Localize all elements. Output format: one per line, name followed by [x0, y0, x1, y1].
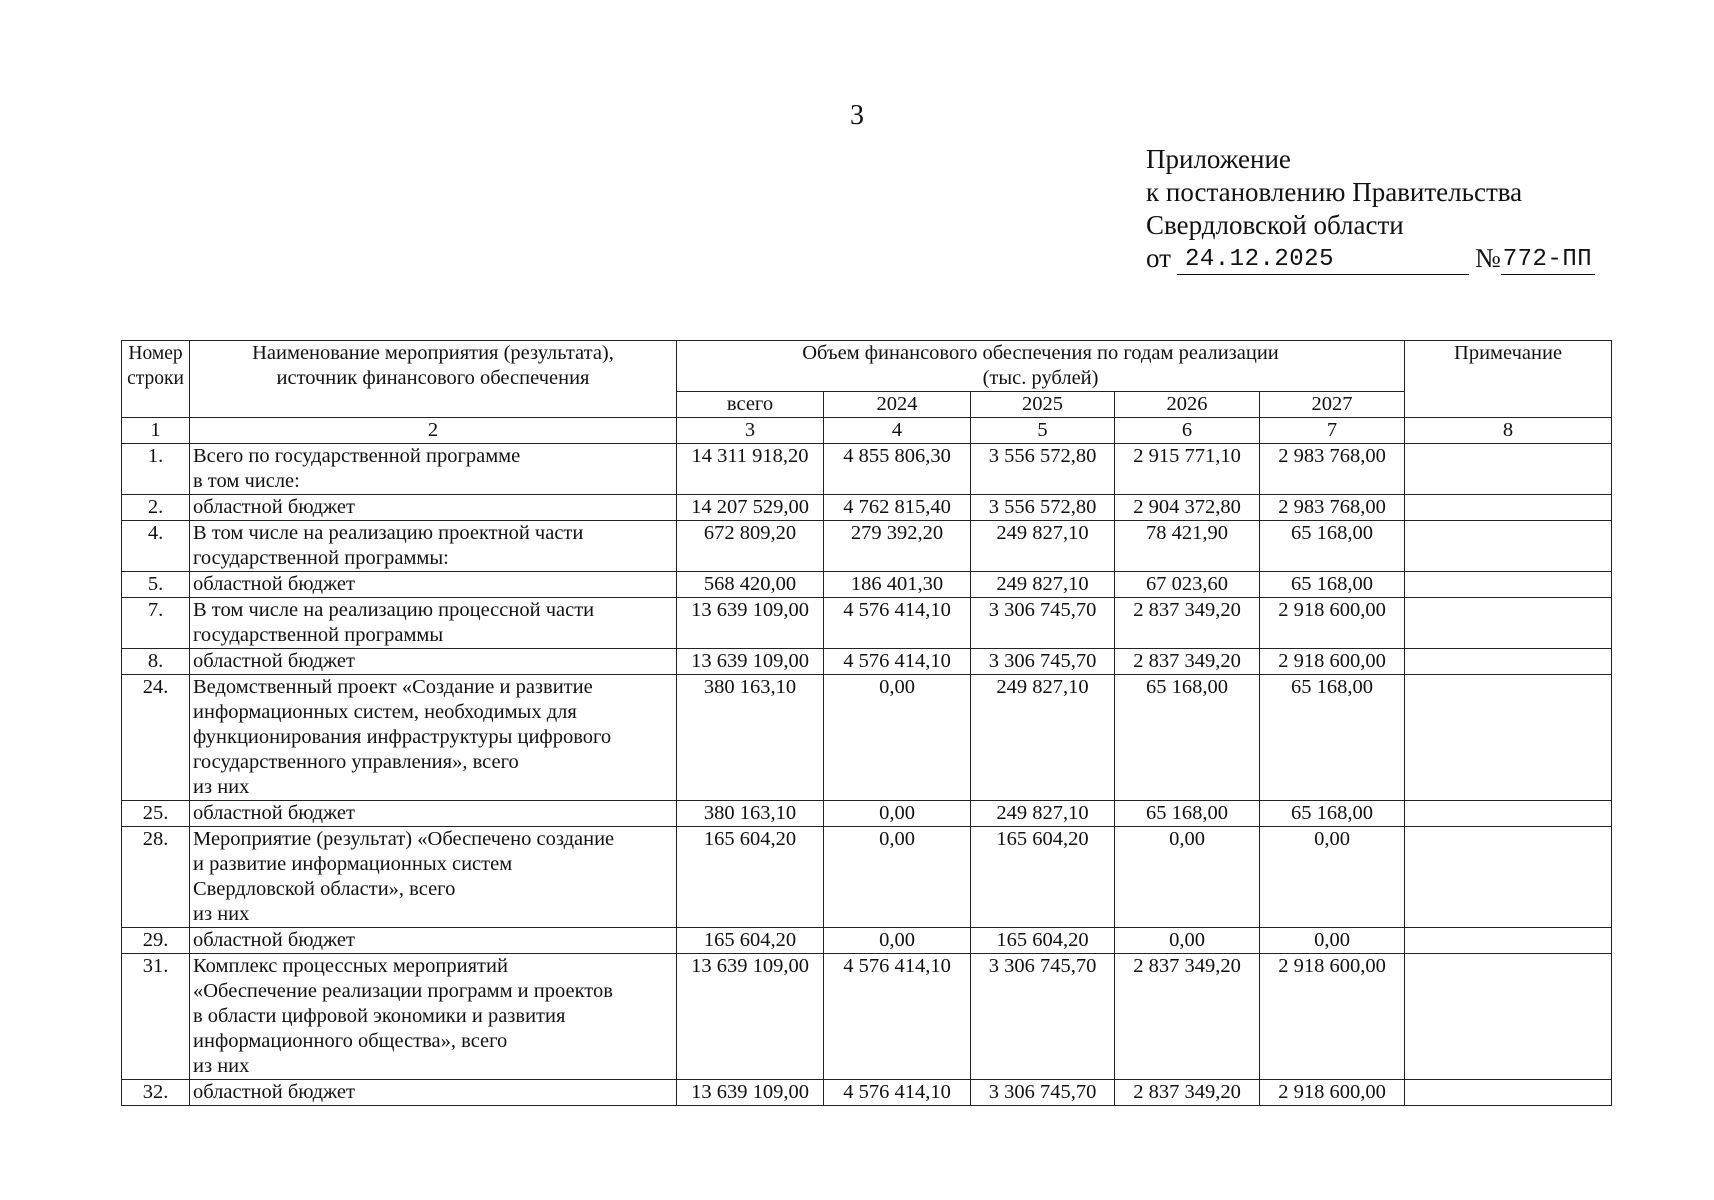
row-name-cell [190, 495, 677, 521]
table-row [122, 521, 1612, 572]
row-name-cell [190, 521, 677, 572]
row-name-line: государственной программы: [193, 547, 449, 569]
column-number: 6 [1115, 418, 1260, 444]
appendix-header [1146, 143, 1595, 275]
row-note-cell [1405, 598, 1612, 649]
row-value-cell: 4 576 414,10 [824, 598, 971, 649]
row-name-cell [190, 801, 677, 827]
column-number: 1 [122, 418, 190, 444]
row-value-cell: 4 576 414,10 [824, 1080, 971, 1106]
row-value-cell: 0,00 [824, 928, 971, 954]
row-name-line: Мероприятие (результат) «Обеспечено создание [193, 828, 615, 850]
row-name-line: В том числе на реализацию процессной части [193, 599, 595, 621]
row-name-cell [190, 649, 677, 675]
table-row [122, 598, 1612, 649]
row-value-cell: 2 918 600,00 [1260, 649, 1405, 675]
row-name-line: государственной программы [193, 624, 444, 646]
header-total: всего [677, 392, 824, 418]
header-volume-line2: (тыс. рублей) [982, 367, 1099, 389]
row-value-cell: 13 639 109,00 [677, 1080, 824, 1106]
row-name-cell [190, 572, 677, 598]
row-value-cell: 3 306 745,70 [971, 598, 1115, 649]
row-note-cell [1405, 572, 1612, 598]
row-value-cell: 65 168,00 [1260, 521, 1405, 572]
header-volume-line1: Объем финансового обеспечения по годам реализации [802, 342, 1279, 364]
header-note: Примечание [1405, 341, 1612, 418]
row-value-cell: 65 168,00 [1115, 801, 1260, 827]
resolution-number: 772-ПП [1501, 246, 1595, 275]
row-number-cell: 2. [122, 495, 190, 521]
row-note-cell [1405, 1080, 1612, 1106]
row-value-cell: 249 827,10 [971, 675, 1115, 801]
table-row [122, 649, 1612, 675]
row-name-line: государственного управления», всего [193, 751, 519, 773]
row-value-cell: 165 604,20 [677, 928, 824, 954]
row-value-cell: 4 576 414,10 [824, 954, 971, 1080]
table-row [122, 954, 1612, 1080]
row-value-cell: 3 306 745,70 [971, 954, 1115, 1080]
column-number: 4 [824, 418, 971, 444]
row-value-cell: 186 401,30 [824, 572, 971, 598]
column-numbers-row [122, 418, 1612, 444]
appendix-region: Свердловской области [1146, 210, 1404, 240]
row-name-line: «Обеспечение реализации программ и проектов [193, 980, 613, 1002]
from-label: от [1146, 243, 1171, 273]
appendix-resolution: к постановлению Правительства [1146, 177, 1523, 207]
row-value-cell: 165 604,20 [677, 827, 824, 928]
row-value-cell: 4 762 815,40 [824, 495, 971, 521]
row-name-cell [190, 928, 677, 954]
page-number: 3 [850, 100, 864, 131]
row-number-cell: 24. [122, 675, 190, 801]
row-number-cell: 1. [122, 444, 190, 495]
row-name-line: из них [193, 1055, 250, 1077]
column-number: 2 [190, 418, 677, 444]
row-name-cell [190, 598, 677, 649]
appendix-date-number [1146, 242, 1595, 275]
row-name-cell [190, 444, 677, 495]
row-name-line: информационных систем, необходимых для [193, 701, 577, 723]
row-note-cell [1405, 444, 1612, 495]
row-value-cell: 65 168,00 [1260, 675, 1405, 801]
row-value-cell: 13 639 109,00 [677, 954, 824, 1080]
row-value-cell: 2 918 600,00 [1260, 598, 1405, 649]
row-name-line: областной бюджет [193, 802, 355, 824]
row-name-line: В том числе на реализацию проектной части [193, 522, 584, 544]
row-name-line: Свердловской области», всего [193, 878, 456, 900]
row-name-line: областной бюджет [193, 496, 355, 518]
row-name-line: из них [193, 903, 250, 925]
row-number-cell: 4. [122, 521, 190, 572]
row-name-line: Всего по государственной программе [193, 445, 521, 467]
row-number-cell: 32. [122, 1080, 190, 1106]
row-number-cell: 31. [122, 954, 190, 1080]
row-value-cell: 78 421,90 [1115, 521, 1260, 572]
column-number: 3 [677, 418, 824, 444]
row-value-cell: 2 904 372,80 [1115, 495, 1260, 521]
row-note-cell [1405, 954, 1612, 1080]
row-value-cell: 13 639 109,00 [677, 598, 824, 649]
header-2027: 2027 [1260, 392, 1405, 418]
row-value-cell: 3 306 745,70 [971, 1080, 1115, 1106]
row-number-cell: 29. [122, 928, 190, 954]
row-note-cell [1405, 801, 1612, 827]
row-name-line: Комплекс процессных мероприятий [193, 955, 508, 977]
row-name-line: Ведомственный проект «Создание и развитие [193, 676, 593, 698]
row-value-cell: 380 163,10 [677, 801, 824, 827]
row-value-cell: 2 918 600,00 [1260, 954, 1405, 1080]
header-volume [677, 341, 1405, 392]
row-value-cell: 2 915 771,10 [1115, 444, 1260, 495]
header-name: Наименование мероприятия (результата), источник финансового обеспечения [190, 341, 677, 418]
table-row [122, 495, 1612, 521]
row-number-cell: 7. [122, 598, 190, 649]
row-note-cell [1405, 649, 1612, 675]
row-name-line: областной бюджет [193, 1081, 355, 1103]
row-value-cell: 2 983 768,00 [1260, 444, 1405, 495]
row-value-cell: 65 168,00 [1260, 572, 1405, 598]
row-value-cell: 3 306 745,70 [971, 649, 1115, 675]
row-name-line: функционирования инфраструктуры цифрового [193, 726, 612, 748]
row-name-line: и развитие информационных систем [193, 853, 513, 875]
row-value-cell: 0,00 [824, 827, 971, 928]
row-name-line: в области цифровой экономики и развития [193, 1005, 566, 1027]
row-value-cell: 0,00 [1260, 827, 1405, 928]
row-note-cell [1405, 827, 1612, 928]
column-number: 7 [1260, 418, 1405, 444]
row-value-cell: 2 837 349,20 [1115, 649, 1260, 675]
row-value-cell: 65 168,00 [1260, 801, 1405, 827]
row-name-cell [190, 827, 677, 928]
row-number-cell: 8. [122, 649, 190, 675]
number-label: № [1474, 243, 1501, 273]
row-note-cell [1405, 675, 1612, 801]
row-value-cell: 2 837 349,20 [1115, 1080, 1260, 1106]
row-value-cell: 3 556 572,80 [971, 495, 1115, 521]
row-value-cell: 2 983 768,00 [1260, 495, 1405, 521]
row-value-cell: 279 392,20 [824, 521, 971, 572]
row-value-cell: 3 556 572,80 [971, 444, 1115, 495]
row-number-cell: 25. [122, 801, 190, 827]
row-name-cell [190, 675, 677, 801]
header-2024: 2024 [824, 392, 971, 418]
table-row [122, 1080, 1612, 1106]
row-name-line: областной бюджет [193, 650, 355, 672]
header-row-number: Номер строки [122, 341, 190, 418]
row-value-cell: 0,00 [824, 801, 971, 827]
row-value-cell: 13 639 109,00 [677, 649, 824, 675]
table-row [122, 675, 1612, 801]
row-value-cell: 0,00 [1260, 928, 1405, 954]
row-value-cell: 568 420,00 [677, 572, 824, 598]
column-number: 5 [971, 418, 1115, 444]
row-value-cell: 67 023,60 [1115, 572, 1260, 598]
row-note-cell [1405, 495, 1612, 521]
row-note-cell [1405, 521, 1612, 572]
table-row [122, 827, 1612, 928]
row-value-cell: 2 918 600,00 [1260, 1080, 1405, 1106]
row-value-cell: 165 604,20 [971, 928, 1115, 954]
row-value-cell: 249 827,10 [971, 572, 1115, 598]
row-value-cell: 0,00 [824, 675, 971, 801]
row-name-cell [190, 1080, 677, 1106]
row-value-cell: 4 576 414,10 [824, 649, 971, 675]
row-value-cell: 380 163,10 [677, 675, 824, 801]
row-name-line: в том числе: [193, 470, 300, 492]
row-name-line: из них [193, 776, 250, 798]
row-number-cell: 28. [122, 827, 190, 928]
table-row [122, 801, 1612, 827]
row-value-cell: 165 604,20 [971, 827, 1115, 928]
row-value-cell: 0,00 [1115, 827, 1260, 928]
row-value-cell: 0,00 [1115, 928, 1260, 954]
table-body [122, 444, 1612, 1106]
table-row [122, 928, 1612, 954]
appendix-title: Приложение [1146, 144, 1291, 174]
row-value-cell: 14 311 918,20 [677, 444, 824, 495]
budget-table [121, 340, 1612, 1106]
row-number-cell: 5. [122, 572, 190, 598]
table-row [122, 572, 1612, 598]
row-value-cell: 14 207 529,00 [677, 495, 824, 521]
row-value-cell: 65 168,00 [1115, 675, 1260, 801]
table-row [122, 444, 1612, 495]
row-name-line: областной бюджет [193, 929, 355, 951]
row-value-cell: 4 855 806,30 [824, 444, 971, 495]
header-2025: 2025 [971, 392, 1115, 418]
header-2026: 2026 [1115, 392, 1260, 418]
row-value-cell: 2 837 349,20 [1115, 598, 1260, 649]
row-value-cell: 2 837 349,20 [1115, 954, 1260, 1080]
row-value-cell: 249 827,10 [971, 801, 1115, 827]
column-number: 8 [1405, 418, 1612, 444]
row-name-line: информационного общества», всего [193, 1030, 508, 1052]
row-value-cell: 672 809,20 [677, 521, 824, 572]
row-value-cell: 249 827,10 [971, 521, 1115, 572]
row-name-cell [190, 954, 677, 1080]
row-name-line: областной бюджет [193, 573, 355, 595]
row-note-cell [1405, 928, 1612, 954]
resolution-date: 24.12.2025 [1177, 246, 1469, 275]
